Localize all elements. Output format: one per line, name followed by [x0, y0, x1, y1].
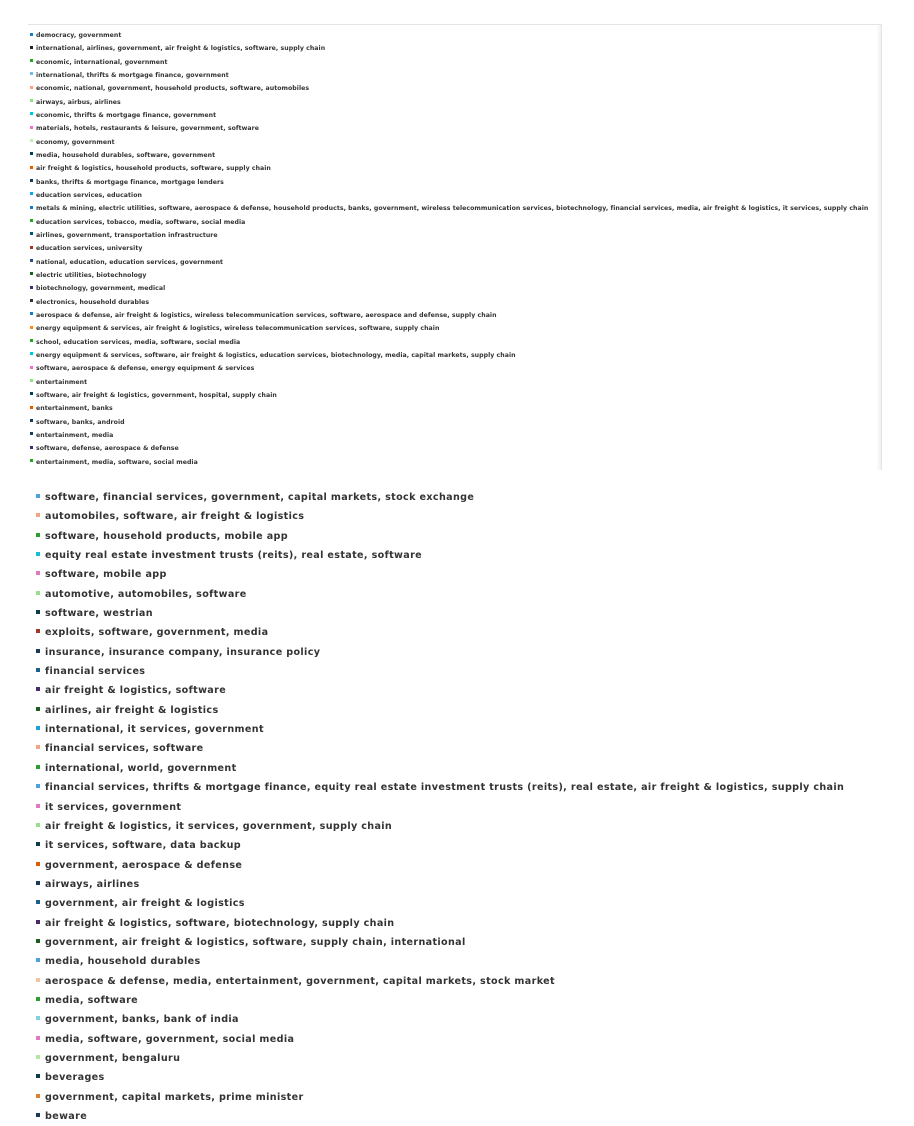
legend-label: automotive, automobiles, software [45, 588, 247, 600]
legend-swatch [36, 1055, 40, 1059]
legend-swatch [30, 46, 33, 49]
legend-label: education services, tobacco, media, software, social media [36, 218, 246, 226]
legend-label: software, financial services, government, capital markets, stock exchange [45, 492, 475, 503]
legend-swatch [36, 939, 40, 943]
legend-entry[interactable] [36, 507, 896, 526]
legend-label: government, air freight & logistics, software, supply chain, international [45, 936, 466, 948]
legend-entry[interactable] [30, 162, 881, 175]
legend-entry[interactable] [30, 429, 881, 442]
legend-entry[interactable] [30, 282, 881, 295]
legend-entry[interactable] [30, 216, 881, 229]
legend-swatch [36, 649, 40, 653]
legend-entry[interactable] [30, 456, 881, 469]
legend-label: economy, government [36, 138, 115, 146]
legend-swatch [36, 552, 40, 556]
legend-entry[interactable] [36, 1068, 896, 1087]
legend-label: aerospace & defense, media, entertainment, government, capital markets, stock market [45, 975, 555, 987]
legend-swatch [30, 379, 33, 382]
legend-entry[interactable] [36, 701, 896, 720]
legend-swatch [36, 862, 40, 866]
legend-swatch [30, 232, 33, 235]
legend-entry[interactable] [36, 623, 896, 642]
legend-entry[interactable] [36, 759, 896, 778]
legend-label: economic, national, government, household products, software, automobiles [36, 85, 310, 93]
legend-label: software, aerospace & defense, energy equipment & services [36, 365, 255, 373]
legend-label: national, education, education services, government [36, 258, 224, 266]
legend-label: government, capital markets, prime minister [45, 1091, 304, 1103]
legend-swatch [30, 326, 33, 329]
legend-label: financial services, thrifts & mortgage finance, equity real estate investment trusts (reits), real estate, air freight & logistics, supply chain [45, 782, 845, 794]
legend-swatch [36, 997, 40, 1001]
legend-entry[interactable] [30, 442, 881, 455]
legend-swatch [36, 1094, 40, 1098]
legend-label: air freight & logistics, software [45, 685, 227, 697]
legend-swatch [30, 339, 33, 342]
legend-entry[interactable] [36, 933, 896, 952]
legend-swatch [36, 668, 40, 672]
legend-entry[interactable] [36, 875, 896, 894]
legend-label: entertainment, banks [36, 405, 113, 413]
legend-bottom-list [36, 488, 896, 1126]
legend-swatch [30, 72, 33, 75]
legend-label: entertainment [36, 378, 88, 386]
legend-entry[interactable] [36, 817, 896, 836]
legend-entry[interactable] [30, 69, 881, 82]
legend-swatch [30, 206, 33, 209]
legend-label: international, thrifts & mortgage finance, government [36, 71, 229, 79]
legend-swatch [30, 192, 33, 195]
legend-swatch [36, 533, 40, 537]
legend-swatch [36, 881, 40, 885]
legend-swatch [36, 1036, 40, 1040]
legend-label: government, bengaluru [45, 1052, 181, 1064]
legend-label: international, airlines, government, air freight & logistics, software, supply chain [36, 45, 326, 53]
legend-swatch [36, 823, 40, 827]
legend-entry[interactable] [30, 82, 881, 95]
legend-entry[interactable] [30, 349, 881, 362]
legend-swatch [36, 571, 40, 575]
legend-label: economic, international, government [36, 58, 168, 66]
legend-swatch [30, 286, 33, 289]
legend-entry[interactable] [36, 565, 896, 584]
legend-label: air freight & logistics, it services, government, supply chain [45, 820, 393, 832]
legend-entry[interactable] [30, 56, 881, 69]
legend-label: entertainment, media, software, social media [36, 458, 198, 466]
legend-label: media, household durables, software, government [36, 151, 216, 159]
legend-swatch [30, 272, 33, 275]
legend-label: materials, hotels, restaurants & leisure, government, software [36, 125, 259, 133]
legend-label: software, air freight & logistics, government, hospital, supply chain [36, 391, 277, 399]
legend-entry[interactable] [36, 972, 896, 991]
legend-entry[interactable] [30, 229, 881, 242]
legend-entry[interactable] [30, 189, 881, 202]
legend-swatch [36, 765, 40, 769]
legend-entry[interactable] [36, 643, 896, 662]
legend-entry[interactable] [30, 149, 881, 162]
legend-label: government, aerospace & defense [45, 859, 243, 871]
legend-swatch [30, 166, 33, 169]
legend-entry[interactable] [36, 1049, 896, 1068]
legend-label: media, household durables [45, 956, 201, 968]
legend-swatch [36, 978, 40, 982]
legend-entry[interactable] [30, 376, 881, 389]
legend-label: air freight & logistics, software, biotechnology, supply chain [45, 917, 395, 929]
legend-entry[interactable] [30, 402, 881, 415]
legend-swatch [30, 259, 33, 262]
legend-swatch [30, 312, 33, 315]
legend-top-list [28, 25, 881, 469]
legend-swatch [36, 804, 40, 808]
legend-entry[interactable] [30, 42, 881, 55]
legend-label: software, mobile app [45, 569, 167, 581]
legend-label: airlines, air freight & logistics [45, 704, 219, 716]
legend-swatch [30, 219, 33, 222]
legend-swatch [36, 726, 40, 730]
legend-entry[interactable] [36, 894, 896, 913]
legend-entry[interactable] [36, 739, 896, 758]
legend-entry[interactable] [30, 389, 881, 402]
legend-label: energy equipment & services, air freight & logistics, wireless telecommunication services, software, supply chain [36, 325, 440, 333]
legend-entry[interactable] [36, 546, 896, 565]
legend-label: energy equipment & services, software, air freight & logistics, education services, biotechnology, media, capital markets, supply chain [36, 351, 516, 359]
legend-label: airways, airlines [45, 878, 140, 890]
legend-swatch [36, 610, 40, 614]
legend-label: software, westrian [45, 608, 153, 620]
legend-label: entertainment, media [36, 431, 114, 439]
legend-label: it services, software, data backup [45, 840, 241, 852]
legend-top-panel [28, 24, 882, 470]
legend-label: metals & mining, electric utilities, software, aerospace & defense, household products, banks, government, wireless telecommunication services, biotechnology, financial services, media, air freight & logistics, it services, supply chain [36, 205, 869, 213]
legend-entry[interactable] [36, 952, 896, 971]
legend-swatch [30, 446, 33, 449]
legend-label: aerospace & defense, air freight & logistics, wireless telecommunication services, software, aerospace and defense, supply chain [36, 311, 497, 319]
legend-entry[interactable] [30, 416, 881, 429]
legend-entry[interactable] [30, 242, 881, 255]
legend-swatch [36, 900, 40, 904]
legend-swatch [36, 687, 40, 691]
legend-label: biotechnology, government, medical [36, 285, 166, 293]
legend-swatch [36, 842, 40, 846]
legend-label: government, banks, bank of india [45, 1014, 239, 1026]
legend-swatch [30, 406, 33, 409]
legend-label: economic, thrifts & mortgage finance, government [36, 111, 217, 119]
legend-swatch [36, 784, 40, 788]
legend-label: software, household products, mobile app [45, 530, 288, 542]
legend-entry[interactable] [36, 1030, 896, 1049]
legend-label: airways, airbus, airlines [36, 98, 121, 106]
legend-entry[interactable] [30, 122, 881, 135]
legend-label: air freight & logistics, household products, software, supply chain [36, 165, 271, 173]
legend-swatch [36, 958, 40, 962]
legend-entry[interactable] [36, 914, 896, 933]
legend-entry[interactable] [30, 309, 881, 322]
legend-label: electronics, household durables [36, 298, 150, 306]
legend-swatch [30, 179, 33, 182]
legend-swatch [36, 1016, 40, 1020]
legend-label: exploits, software, government, media [45, 627, 269, 639]
legend-entry[interactable] [36, 585, 896, 604]
legend-swatch [36, 513, 40, 517]
legend-entry[interactable] [30, 202, 881, 215]
legend-swatch [30, 392, 33, 395]
legend-entry[interactable] [36, 488, 896, 507]
legend-swatch [30, 299, 33, 302]
legend-label: beverages [45, 1072, 105, 1084]
legend-entry[interactable] [30, 269, 881, 282]
legend-label: financial services, software [45, 743, 204, 755]
legend-swatch [30, 246, 33, 249]
legend-swatch [30, 432, 33, 435]
legend-label: software, defense, aerospace & defense [36, 445, 179, 453]
legend-swatch [30, 352, 33, 355]
legend-swatch [36, 591, 40, 595]
legend-swatch [36, 629, 40, 633]
legend-entry[interactable] [30, 296, 881, 309]
legend-swatch [36, 920, 40, 924]
legend-entry[interactable] [36, 798, 896, 817]
legend-label: equity real estate investment trusts (reits), real estate, software [45, 550, 423, 562]
legend-entry[interactable] [30, 96, 881, 109]
legend-entry[interactable] [30, 136, 881, 149]
legend-label: automobiles, software, air freight & logistics [45, 511, 305, 523]
legend-label: school, education services, media, software, social media [36, 338, 241, 346]
legend-scrollbar[interactable] [876, 25, 882, 470]
legend-label: education services, university [36, 245, 143, 253]
legend-swatch [30, 86, 33, 89]
legend-entry[interactable] [36, 1010, 896, 1029]
legend-label: democracy, government [36, 32, 122, 39]
legend-swatch [36, 1113, 40, 1117]
legend-swatch [30, 112, 33, 115]
legend-entry[interactable] [36, 991, 896, 1010]
legend-label: it services, government [45, 801, 182, 813]
legend-swatch [30, 459, 33, 462]
legend-label: government, air freight & logistics [45, 898, 245, 910]
legend-entry[interactable] [36, 778, 896, 797]
legend-label: electric utilities, biotechnology [36, 271, 147, 279]
legend-entry[interactable] [30, 336, 881, 349]
legend-label: media, software, government, social media [45, 1033, 295, 1045]
legend-entry[interactable] [36, 720, 896, 739]
legend-label: international, world, government [45, 762, 237, 774]
legend-label: insurance, insurance company, insurance policy [45, 646, 321, 658]
legend-entry[interactable] [36, 604, 896, 623]
legend-swatch [30, 366, 33, 369]
legend-label: media, software [45, 994, 139, 1006]
legend-entry[interactable] [36, 662, 896, 681]
legend-label: beware [45, 1111, 88, 1122]
legend-entry[interactable] [36, 1088, 896, 1107]
legend-entry[interactable] [36, 527, 896, 546]
legend-entry[interactable] [36, 681, 896, 700]
legend-swatch [36, 707, 40, 711]
legend-swatch [36, 494, 40, 498]
legend-entry[interactable] [30, 109, 881, 122]
legend-swatch [30, 33, 33, 36]
legend-label: international, it services, government [45, 724, 264, 736]
legend-label: banks, thrifts & mortgage finance, mortgage lenders [36, 178, 224, 186]
legend-bottom-panel [36, 488, 896, 1126]
legend-swatch [30, 99, 33, 102]
legend-swatch [30, 419, 33, 422]
legend-swatch [30, 126, 33, 129]
legend-entry[interactable] [30, 29, 881, 42]
legend-swatch [30, 59, 33, 62]
legend-label: software, banks, android [36, 418, 125, 426]
legend-swatch [36, 1074, 40, 1078]
legend-label: education services, education [36, 191, 142, 199]
legend-label: financial services [45, 666, 146, 678]
legend-swatch [30, 139, 33, 142]
legend-entry[interactable] [36, 856, 896, 875]
legend-entry[interactable] [30, 322, 881, 335]
legend-label: airlines, government, transportation infrastructure [36, 231, 218, 239]
legend-entry[interactable] [36, 836, 896, 855]
legend-entry[interactable] [30, 176, 881, 189]
legend-entry[interactable] [30, 362, 881, 375]
legend-entry[interactable] [30, 256, 881, 269]
legend-swatch [30, 152, 33, 155]
legend-swatch [36, 745, 40, 749]
